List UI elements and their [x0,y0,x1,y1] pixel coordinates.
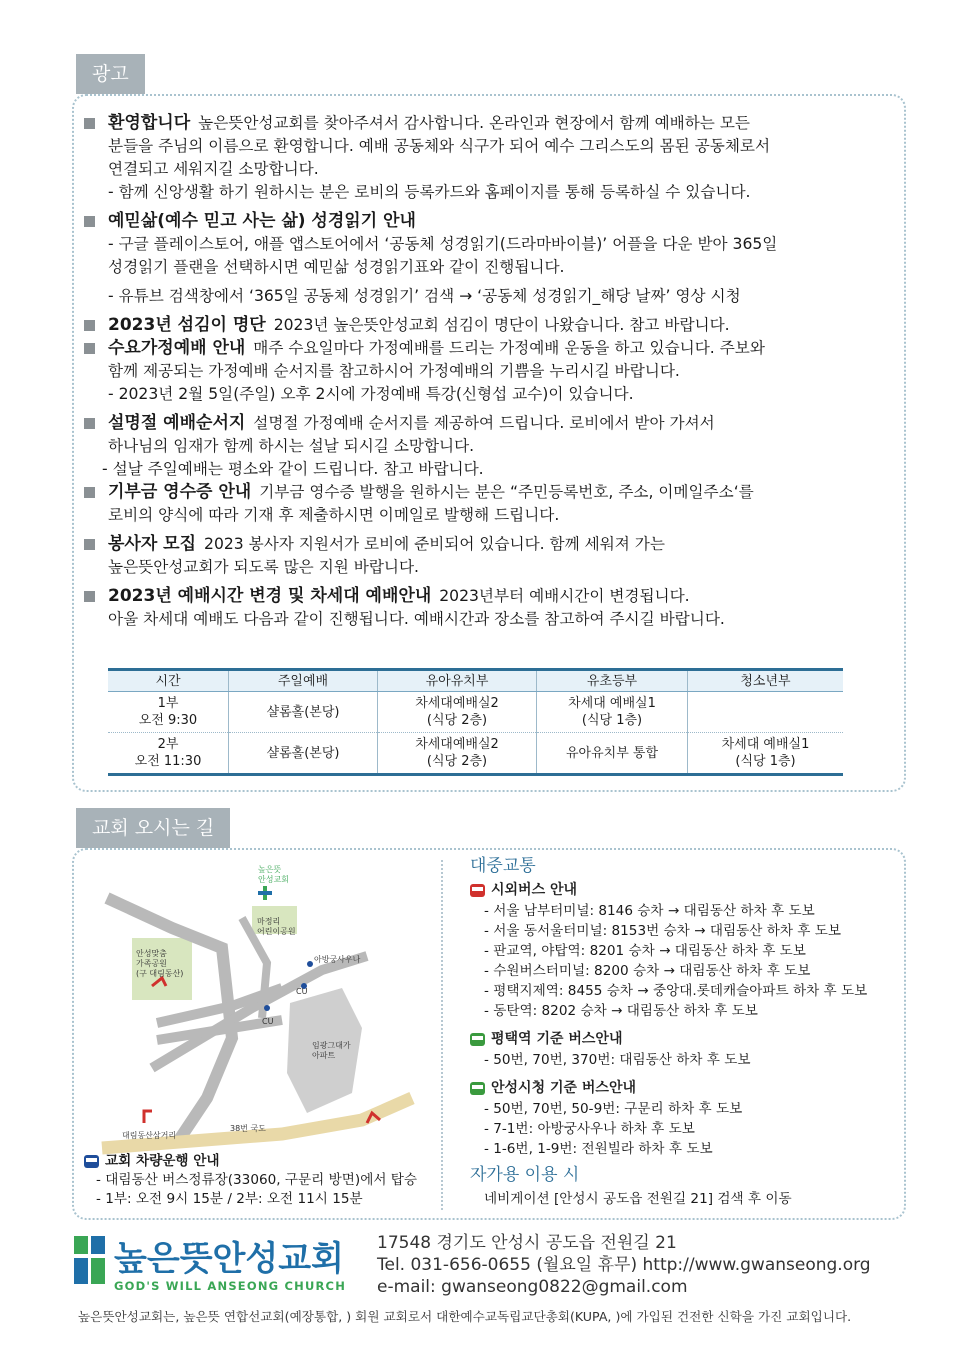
address: 17548 경기도 안성시 공도읍 전원길 21 [377,1233,677,1253]
shuttle-info [84,1152,434,1209]
ad-line: 분들을 주님의 이름으로 환영합니다. 예배 공동체와 식구가 되어 예수 그리스도의 몸된 공동체로서 [108,137,771,155]
bullet-square-icon [84,591,95,602]
public-transit-title: 대중교통 [470,856,536,876]
ad-item-family-worship [80,337,895,360]
table-cell: 차세대 예배실1 (식당 1층) [537,692,688,733]
ad-line: 하나님의 임재가 함께 하시는 설날 되시길 소망합니다. [108,437,475,455]
shuttle-line: - 1부: 오전 9시 15분 / 2부: 오전 11시 15분 [96,1191,363,1207]
bus-line: - 동탄역: 8202 승차 → 대림동산 하차 후 도보 [484,1003,758,1019]
car-icon [84,1155,99,1168]
table-header-row [108,670,843,692]
section-tab-ads: 광고 [76,54,145,94]
ad-text: 설명절 가정예배 순서지를 제공하여 드립니다. 로비에서 받아 가셔서 [253,414,715,432]
email[interactable]: e-mail: gwanseong0822@gmail.com [377,1277,688,1297]
bullet-square-icon [84,118,95,129]
footer-note: 높은뜻안성교회는, 높은뜻 연합선교회(예장통합, ) 회원 교회로서 대한예수교독립교단총회(KUPA, )에 가입된 건전한 신학을 가진 교회입니다. [78,1309,852,1324]
bus-group-title: 시외버스 안내 [470,880,890,900]
bullet-square-icon [84,418,95,429]
ad-heading: 봉사자 모집 [108,534,197,554]
col-header: 청소년부 [688,670,844,692]
ad-heading: 설명절 예배순서지 [108,413,246,433]
col-header: 주일예배 [229,670,378,692]
directions-divider [441,860,443,1210]
table-cell: 차세대예배실2 (식당 2층) [378,692,537,733]
bullet-square-icon [84,343,95,354]
ad-line: 성경읽기 플랜을 선택하시면 예믿삶 성경읽기표와 같이 진행됩니다. [108,258,565,276]
ad-item-servant-list [80,314,895,337]
col-header: 시간 [108,670,229,692]
table-cell: 차세대예배실2 (식당 2층) [378,733,537,775]
ad-text: 기부금 영수증 발행을 원하시는 분은 “주민등록번호, 주소, 이메일주소‘를 [259,483,754,501]
church-logo [70,1232,370,1302]
table-row [108,692,843,733]
bus-group-title: 안성시청 기준 버스안내 [470,1078,890,1098]
ad-line: 연결되고 세워지길 소망합니다. [108,160,319,178]
ad-item-donation-receipt [80,481,895,504]
table-cell [688,692,844,733]
service-schedule-table [108,668,843,776]
table-cell: 샬롬홀(본당) [229,692,378,733]
ad-text: 2023년부터 예배시간이 변경됩니다. [439,587,690,605]
highway-38 [102,1098,412,1148]
bullet-square-icon [84,539,95,550]
ad-text: 2023 봉사자 지원서가 로비에 준비되어 있습니다. 함께 세워져 가는 [204,535,665,553]
bus-icon [470,1033,485,1046]
ad-item-service-times [80,585,895,608]
logo-text: 높은뜻안성교회 [114,1239,344,1279]
bus-line: - 판교역, 야탑역: 8201 승차 → 대림동산 하차 후 도보 [484,943,806,959]
bus-line: - 50번, 70번, 370번: 대림동산 하차 후 도보 [484,1052,751,1068]
table-row [108,733,843,775]
map-label-bus-stop: 아방궁사우나 [314,955,361,964]
bus-line: - 50번, 70번, 50-9번: 구문리 하차 후 도보 [484,1101,743,1117]
ad-text: 2023년 높은뜻안성교회 섬김이 명단이 나왔습니다. 참고 바랍니다. [273,316,730,334]
ad-line: 로비의 양식에 따라 기재 후 제출하시면 이메일로 발행해 드립니다. [108,506,560,524]
transit-info [470,856,890,1209]
church-logo-icon [70,1232,370,1298]
ad-text: 매주 수요일마다 가정예배를 드리는 가정예배 운동을 하고 있습니다. 주보와 [253,339,765,357]
ad-heading: 수요가정예배 안내 [108,338,246,358]
ad-text: 높은뜻안성교회를 찾아주셔서 감사합니다. 온라인과 현장에서 함께 예배하는 모든 [198,114,750,132]
bus-group-title: 평택역 기준 버스안내 [470,1029,890,1049]
map-label-park: 안성맞춤 가족공원 (구 대림동산) [136,949,184,978]
col-header: 유초등부 [537,670,688,692]
bus-icon [470,1082,485,1095]
table-cell: 샬롬홀(본당) [229,733,378,775]
ad-line: - 유튜브 검색창에서 ‘365일 공동체 성경읽기’ 검색 → ‘공동체 성경읽기_해당 날짜’ 영상 시청 [108,287,741,305]
ad-line: 아울 차세대 예배도 다음과 같이 진행됩니다. 예배시간과 장소를 참고하여 주시길 바랍니다. [108,610,725,628]
route-arrow-icon [144,1111,152,1123]
ad-heading: 2023년 섬김이 명단 [108,315,266,335]
section-tab-directions: 교회 오시는 길 [76,808,230,848]
bus-stop-icon [307,961,313,967]
telephone-website[interactable]: Tel. 031-656-0655 (월요일 휴무) http://www.gwanseong.org [377,1255,871,1275]
ad-line: 함께 제공되는 가정예배 순서지를 참고하시어 가정예배의 기쁨을 누리시길 바랍니다. [108,362,680,380]
bus-icon [470,884,485,897]
ad-heading: 예믿삶(예수 믿고 사는 삶) 성경읽기 안내 [108,211,416,231]
map-label-cu: CU [296,987,308,996]
map-label-cu: CU [262,1017,274,1026]
cu-store-icon [264,1005,270,1011]
ad-line: - 2023년 2월 5일(주일) 오후 2시에 가정예배 특강(신형섭 교수)이 있습니다. [108,385,634,403]
ad-heading: 2023년 예배시간 변경 및 차세대 예배안내 [108,586,432,606]
ad-item-new-year-order [80,412,895,435]
ad-line: - 설날 주일예배는 평소와 같이 드립니다. 참고 바랍니다. [102,460,484,478]
bus-line: - 7-1번: 아방궁사우나 하차 후 도보 [484,1121,695,1137]
bullet-square-icon [84,487,95,498]
car-title: 자가용 이용 시 [470,1165,580,1185]
bus-line: - 1-6번, 1-9번: 전원빌라 하차 후 도보 [484,1141,713,1157]
shuttle-title: 교회 차량운행 안내 [105,1153,220,1169]
table-cell: 1부 오전 9:30 [108,692,229,733]
location-map [82,858,427,1158]
ad-heading: 환영합니다 [108,113,191,133]
ad-item-volunteer [80,533,895,556]
map-label-church: 높은뜻 안성교회 [258,865,289,884]
logo-subtext: GOD'S WILL ANSEONG CHURCH [114,1279,347,1293]
map-label-crossroad: 대림동산삼거리 [122,1131,177,1140]
bus-line: - 서울 동서울터미널: 8153번 승차 → 대림동산 하차 후 도보 [484,923,841,939]
bullet-square-icon [84,216,95,227]
ad-line: - 구글 플레이스토어, 애플 앱스토어에서 ‘공동체 성경읽기(드라마바이블)’ 어플을 다운 받아 365일 [108,235,778,253]
col-header: 유아유치부 [378,670,537,692]
ad-heading: 기부금 영수증 안내 [108,482,252,502]
shuttle-line: - 대림동산 버스정류장(33060, 구문리 방면)에서 탑승 [96,1172,418,1188]
bus-line: - 수원버스터미널: 8200 승차 → 대림동산 하차 후 도보 [484,963,811,979]
map-label-apartment: 임광그대가 아파트 [312,1041,351,1060]
map-label-playground: 마정리 어린이공원 [257,917,296,936]
ad-line: - 함께 신앙생활 하기 원하시는 분은 로비의 등록카드와 홈페이지를 통해 등록하실 수 있습니다. [108,183,751,201]
map-label-road: 38번 국도 [230,1124,266,1133]
contact-info [377,1232,871,1298]
table-cell: 차세대 예배실1 (식당 1층) [688,733,844,775]
ad-item-bible-reading [80,210,895,233]
bus-line: - 서울 남부터미널: 8146 승차 → 대림동산 하차 후 도보 [484,903,815,919]
bullet-square-icon [84,320,95,331]
ads-list [80,112,895,631]
car-text: 네비게이션 [안성시 공도읍 전원길 21] 검색 후 이동 [484,1191,792,1207]
ad-line: 높은뜻안성교회가 되도록 많은 지원 바랍니다. [108,558,419,576]
bus-line: - 평택지제역: 8455 승차 → 중앙대.롯데캐슬아파트 하차 후 도보 [484,983,868,999]
ad-item-welcome [80,112,895,135]
table-cell: 2부 오전 11:30 [108,733,229,775]
table-cell: 유아유치부 통합 [537,733,688,775]
